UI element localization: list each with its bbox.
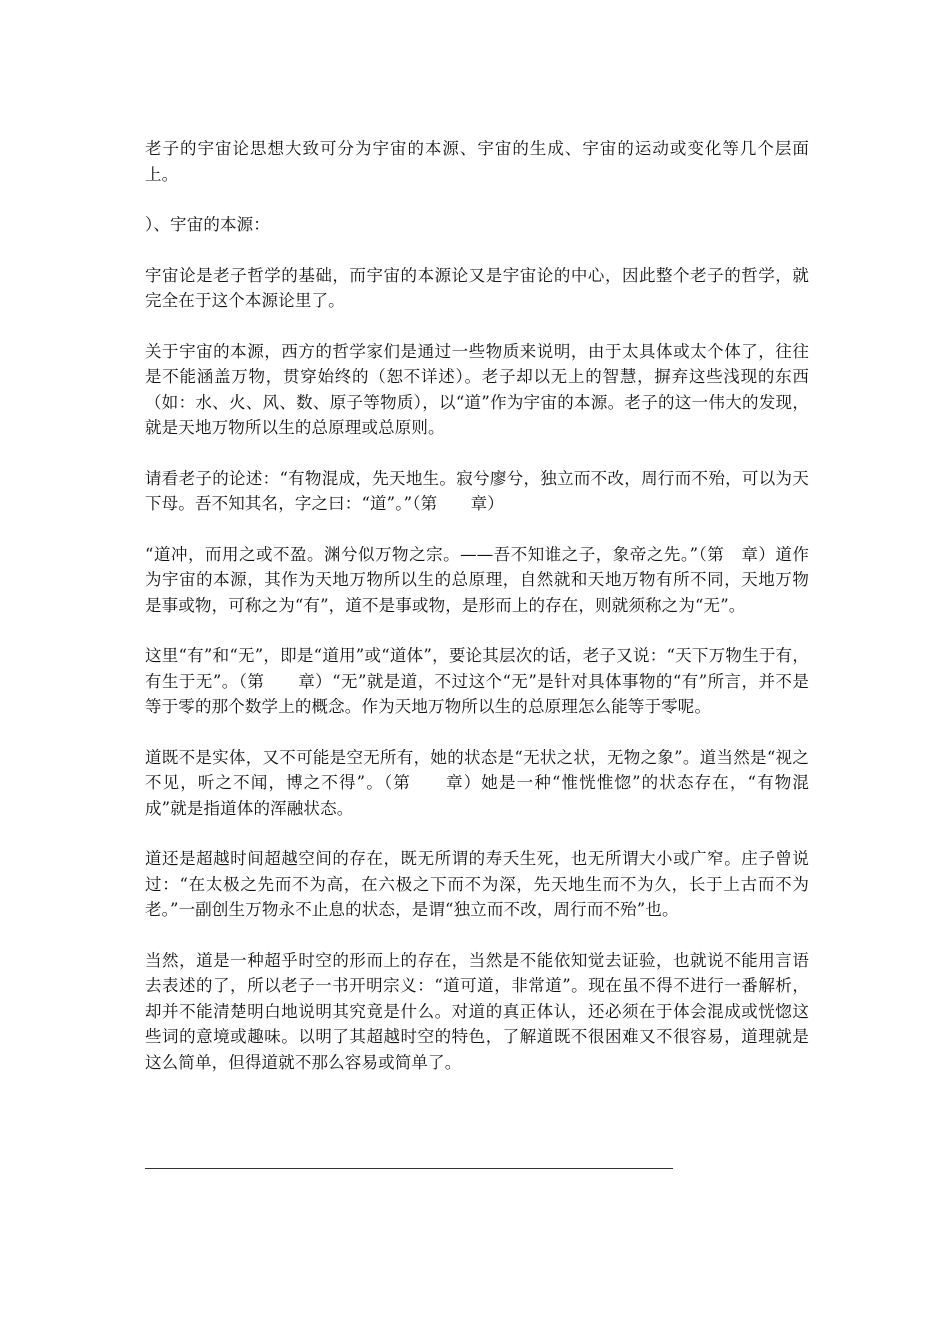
document-body bbox=[145, 136, 809, 1100]
paragraph-cosmology-basis: 宇宙论是老子哲学的基础，而宇宙的本源论又是宇宙论的中心，因此整个老子的哲学，就完全在于这个本源论里了。 bbox=[145, 265, 809, 310]
paragraph-intro: 老子的宇宙论思想大致可分为宇宙的本源、宇宙的生成、宇宙的运动或变化等几个层面上。 bbox=[145, 139, 809, 184]
section-heading-origin: ）、宇宙的本源： bbox=[145, 215, 270, 234]
footnote-divider bbox=[145, 1168, 673, 1169]
paragraph-beyond-time-space: 道还是超越时间超越空间的存在，既无所谓的寿夭生死，也无所谓大小或广窄。庄子曾说过：“在太极之先而不为高，在六极之下而不为深，先天地生而不为久，长于上古而不为老。”一副创生万物永不止息的状态，是谓“独立而不改，周行而不殆”也。 bbox=[145, 849, 809, 919]
paragraph-you-and-wu: 这里“有”和“无”，即是“道用”或“道体”，要论其层次的话，老子又说：“天下万物生于有，有生于无”。（第 章）“无”就是道，不过这个“无”是针对具体事物的“有”所言，并不是等于零的那个数学上的概念。作为天地万物所以生的总原理怎么能等于零呢。 bbox=[145, 646, 809, 716]
paragraph-western-philosophy: 关于宇宙的本源，西方的哲学家们是通过一些物质来说明，由于太具体或太个体了，往往是不能涵盖万物，贯穿始终的（恕不详述）。老子却以无上的智慧，摒弃这些浅现的东西（如：水、火、风、数、原子等物质），以“道”作为宇宙的本源。老子的这一伟大的发现，就是天地万物所以生的总原理或总原则。 bbox=[145, 341, 809, 437]
paragraph-laozi-quote-1: 请看老子的论述：“有物混成，先天地生。寂兮廖兮，独立而不改，周行而不殆，可以为天下母。吾不知其名，字之曰：“道”。”（第 章） bbox=[145, 468, 809, 513]
paragraph-conclusion: 当然，道是一种超乎时空的形而上的存在，当然是不能依知觉去证验，也就说不能用言语去表述的了，所以老子一书开明宗义：“道可道，非常道”。现在虽不得不进行一番解析，却并不能清楚明白地说明其究竟是什么。对道的真正体认，还必须在于体会混成或恍惚这些词的意境或趣味。以明了其超越时空的特色，了解道既不很困难又不很容易，道理就是这么简单，但得道就不那么容易或简单了。 bbox=[145, 950, 809, 1072]
paragraph-laozi-quote-2: “道冲，而用之或不盈。渊兮似万物之宗。——吾不知谁之子，象帝之先。”（第 章）道作为宇宙的本源，其作为天地万物所以生的总原理，自然就和天地万物有所不同，天地万物是事或物，可称之为“有”，道不是事或物，是形而上的存在，则就须称之为“无”。 bbox=[145, 544, 809, 615]
paragraph-dao-state: 道既不是实体，又不可能是空无所有，她的状态是“无状之状，无物之象”。道当然是“视之不见，听之不闻，博之不得”。（第 章）她是一种“惟恍惟惚”的状态存在，“有物混成”就是指道体的浑融状态。 bbox=[145, 747, 809, 818]
